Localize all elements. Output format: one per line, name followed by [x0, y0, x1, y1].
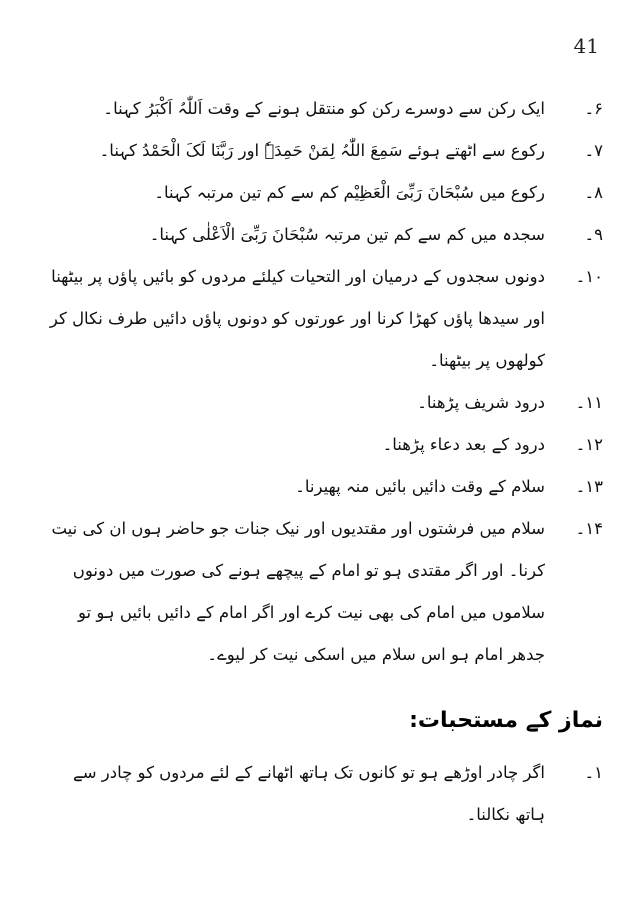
- section-heading: نماز کے مستحبات:: [409, 708, 603, 733]
- list-item-number: ۹۔: [584, 225, 603, 244]
- list-item-text: سلام کے وقت دائیں بائیں منہ پھیرنا۔: [295, 477, 545, 496]
- list-item-text: اگر چادر اوڑھے ہو تو کانوں تک ہاتھ اٹھانے کے لئے مردوں کو چادر سے ہاتھ نکالنا۔: [73, 763, 545, 824]
- list-item-text: رکوع سے اٹھتے ہوئے سَمِعَ اللّٰہُ لِمَنْ حَمِدَہٗ اور رَبَّنَا لَکَ الْحَمْدُ کہنا۔: [99, 141, 545, 160]
- list-item: [40, 256, 603, 382]
- list-item: [40, 172, 603, 214]
- list-item-number: ۱۱۔: [575, 393, 603, 412]
- mustahabbat-list: [40, 752, 603, 836]
- list-item-text: رکوع میں سُبْحَانَ رَبِّیَ الْعَظِیْم کم سے کم تین مرتبہ کہنا۔: [154, 183, 545, 202]
- list-item-text: سلام میں فرشتوں اور مقتدیوں اور نیک جنات جو حاضر ہوں ان کی نیت کرنا۔ اور اگر مقتدی ہو تو امام کے پیچھے ہونے کی صورت میں دونوں سلاموں میں امام کی بھی نیت کرے اور اگر امام کے دائیں بائیں ہو تو جدھر امام ہو اس سلام میں اسکی نیت کر لیوے۔: [51, 519, 545, 664]
- list-item: [40, 382, 603, 424]
- list-item-text: درود کے بعد دعاء پڑھنا۔: [382, 435, 545, 454]
- list-item: [40, 752, 603, 836]
- list-item-number: ۶۔: [584, 99, 603, 118]
- list-item-number: ۱۔: [584, 763, 603, 782]
- list-item-text: درود شریف پڑھنا۔: [417, 393, 545, 412]
- list-item-text: ایک رکن سے دوسرے رکن کو منتقل ہونے کے وقت اَللّٰہُ اَکْبَرُ کہنا۔: [103, 99, 545, 118]
- list-item-number: ۱۰۔: [575, 267, 603, 286]
- list-item-number: ۱۴۔: [575, 519, 603, 538]
- list-item-number: ۱۲۔: [575, 435, 603, 454]
- list-item-number: ۱۳۔: [575, 477, 603, 496]
- list-item-text: سجدہ میں کم سے کم تین مرتبہ سُبْحَانَ رَبِّیَ الْاَعْلٰی کہنا۔: [149, 225, 545, 244]
- list-item-text: دونوں سجدوں کے درمیان اور التحیات کیلئے مردوں کو بائیں پاؤں پر بیٹھنا اور سیدھا پاؤں کھڑا کرنا اور عورتوں کو دونوں پاؤں دائیں طرف نکال کر کولھوں پر بیٹھنا۔: [49, 267, 545, 370]
- list-item: [40, 214, 603, 256]
- list-item: [40, 130, 603, 172]
- list-item: [40, 508, 603, 676]
- list-item: [40, 424, 603, 466]
- list-item: [40, 466, 603, 508]
- list-item-number: ۷۔: [584, 141, 603, 160]
- list-item-number: ۸۔: [584, 183, 603, 202]
- page-number: 41: [573, 34, 599, 58]
- list-item: [40, 88, 603, 130]
- wajibat-list: [40, 88, 603, 676]
